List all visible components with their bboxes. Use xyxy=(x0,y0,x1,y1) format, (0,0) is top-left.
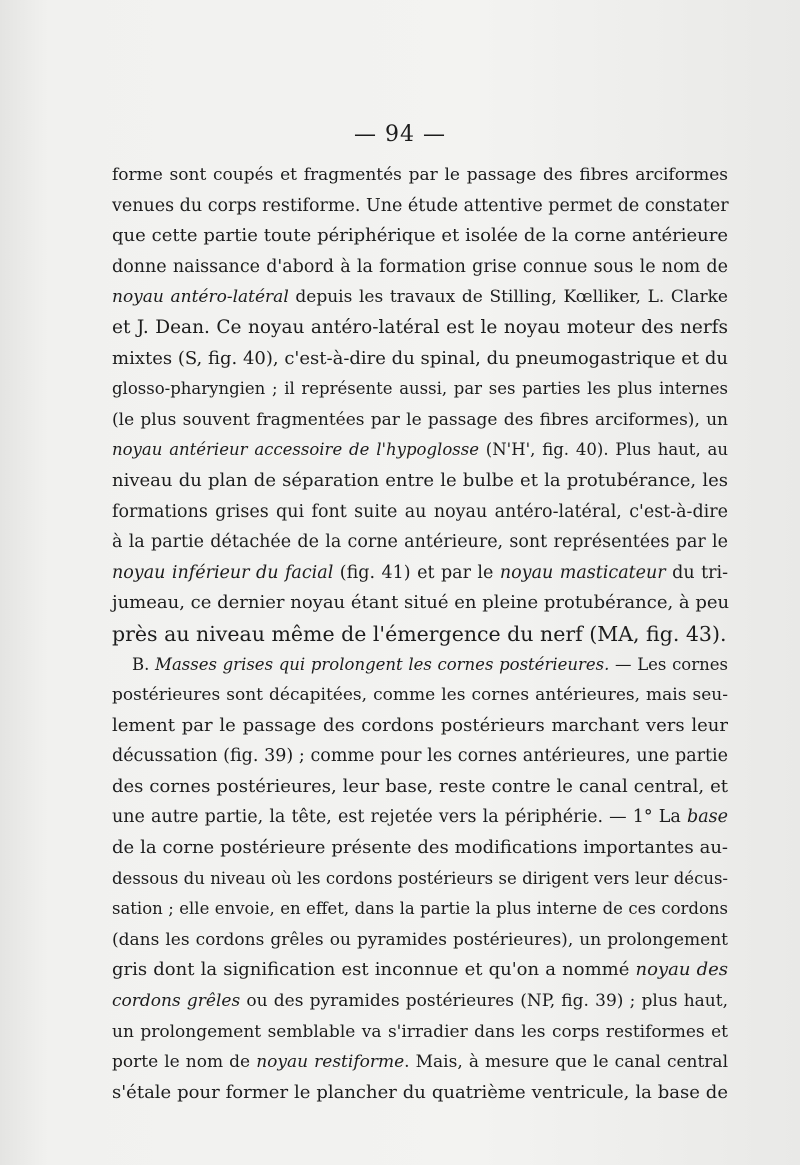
text-segment: (N'H', fig. 40). Plus haut, au xyxy=(478,440,728,460)
text-line xyxy=(112,741,728,772)
text-segment: porte le nom de xyxy=(112,1052,257,1073)
text-line xyxy=(112,1078,728,1109)
text-segment: B. xyxy=(132,654,156,674)
text-line xyxy=(112,833,728,864)
text-segment: niveau du plan de séparation entre le bulbe et la protubérance, les xyxy=(112,469,728,491)
text-segment: jumeau, ce dernier noyau étant situé en pleine protubérance, à peu xyxy=(112,592,730,614)
text-segment: ou des pyramides postérieures (NP, fig. 39) ; plus haut, xyxy=(240,991,728,1012)
text-line xyxy=(112,466,728,497)
text-segment: à la partie détachée de la corne antérieure, sont représentées par le xyxy=(112,532,728,553)
text-line xyxy=(112,405,728,436)
text-line xyxy=(112,313,728,344)
text-segment: depuis les travaux de Stilling, Kœlliker, L. Clarke xyxy=(288,287,728,308)
text-segment: — Les cornes xyxy=(609,654,728,674)
text-segment: de la corne postérieure présente des modifications importantes au- xyxy=(112,837,728,859)
text-line xyxy=(112,650,728,681)
text-segment: des cornes postérieures, leur base, reste contre le canal central, et xyxy=(112,775,728,797)
italic-term: noyau restiforme xyxy=(256,1052,405,1073)
text-segment: (fig. 41) et par le xyxy=(333,562,500,583)
text-segment: mixtes (S, fig. 40), c'est-à-dire du spinal, du pneumogastrique et du xyxy=(112,347,728,369)
text-line xyxy=(112,588,728,619)
italic-term: noyau inférieur du facial xyxy=(112,562,334,583)
text-segment: un prolongement semblable va s'irradier dans les corps restiformes et xyxy=(112,1021,728,1042)
text-line xyxy=(112,711,728,742)
text-segment: donne naissance d'abord à la formation grise connue sous le nom de xyxy=(112,256,728,277)
text-line xyxy=(112,282,728,313)
text-line xyxy=(112,160,728,191)
italic-term: Masses grises qui prolongent les cornes postérieures. xyxy=(155,654,610,674)
text-line xyxy=(112,864,728,895)
text-line xyxy=(112,344,728,375)
text-line xyxy=(112,955,728,986)
text-segment: (le plus souvent fragmentées par le passage des fibres arciformes), un xyxy=(112,409,728,430)
text-line xyxy=(112,894,728,925)
text-line xyxy=(112,558,728,589)
text-segment: près au niveau même de l'émergence du nerf (MA, fig. 43). xyxy=(112,621,727,646)
text-segment: forme sont coupés et fragmentés par le passage des fibres arciformes xyxy=(112,165,728,185)
text-line xyxy=(112,191,728,222)
text-segment: gris dont la signification est inconnue et qu'on a nommé xyxy=(112,959,636,981)
text-segment: sation ; elle envoie, en effet, dans la partie la plus interne de ces cordons xyxy=(112,899,728,919)
italic-term: noyau antérieur accessoire de l'hypoglosse xyxy=(112,440,479,460)
text-line xyxy=(112,619,728,650)
text-line xyxy=(112,925,728,956)
text-segment: lement par le passage des cordons postérieurs marchant vers leur xyxy=(112,714,728,736)
italic-term: noyau antéro-latéral xyxy=(112,287,289,308)
text-line xyxy=(112,252,728,283)
text-line xyxy=(112,1047,728,1078)
text-segment: et J. Dean. Ce noyau antéro-latéral est le noyau moteur des nerfs xyxy=(112,316,728,338)
text-segment: que cette partie toute périphérique et isolée de la corne antérieure xyxy=(112,225,728,247)
text-line xyxy=(112,497,728,528)
text-line xyxy=(112,802,728,833)
text-segment: s'étale pour former le plancher du quatrième ventricule, la base de xyxy=(112,1081,728,1103)
text-segment: décussation (fig. 39) ; comme pour les cornes antérieures, une partie xyxy=(112,746,728,767)
text-segment: . Mais, à mesure que le canal central xyxy=(404,1052,728,1073)
text-segment: dessous du niveau où les cordons postérieurs se dirigent vers leur décus- xyxy=(112,868,728,888)
body-text xyxy=(112,160,728,1108)
text-line xyxy=(112,986,728,1017)
text-line xyxy=(112,374,728,405)
italic-term: base xyxy=(687,807,728,828)
text-line xyxy=(112,1017,728,1048)
text-segment: une autre partie, la tête, est rejetée vers la périphérie. — 1° La xyxy=(112,807,688,828)
italic-term: noyau des xyxy=(635,959,728,981)
text-segment: formations grises qui font suite au noyau antéro-latéral, c'est-à-dire xyxy=(112,501,728,522)
text-segment: glosso-pharyngien ; il représente aussi, par ses parties les plus internes xyxy=(112,379,728,399)
italic-term: noyau masticateur xyxy=(499,562,666,583)
text-segment: venues du corps restiforme. Une étude attentive permet de constater xyxy=(112,195,729,216)
text-segment: du tri- xyxy=(665,562,728,583)
text-line xyxy=(112,221,728,252)
text-line xyxy=(112,680,728,711)
text-line xyxy=(112,435,728,466)
italic-term: cordons grêles xyxy=(112,991,241,1012)
page-number: — 94 — xyxy=(354,122,446,147)
text-line xyxy=(112,527,728,558)
text-line xyxy=(112,772,728,803)
text-segment: (dans les cordons grêles ou pyramides postérieures), un prolongement xyxy=(112,929,728,950)
text-segment: postérieures sont décapitées, comme les cornes antérieures, mais seu- xyxy=(112,685,728,706)
